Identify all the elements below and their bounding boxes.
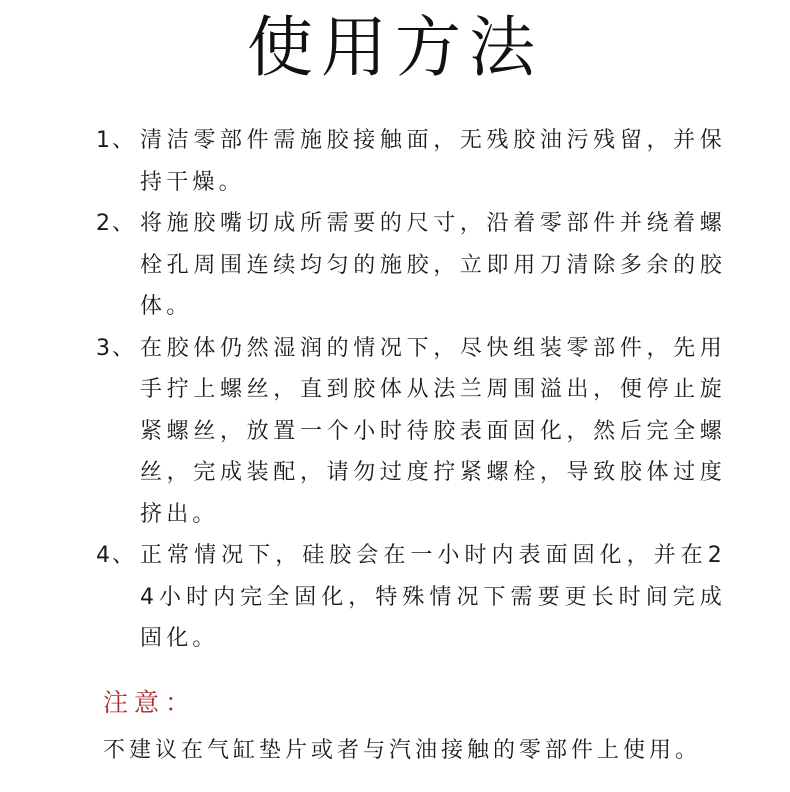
- page-title: 使用方法: [247, 9, 543, 86]
- instruction-step-1: [96, 120, 726, 203]
- instruction-step-2: [96, 203, 726, 328]
- step-text: 在胶体仍然湿润的情况下，尽快组装零部件，先用手拧上螺丝，直到胶体从法兰周围溢出，便停止旋紧螺丝，放置一个小时待胶表面固化，然后完全螺丝，完成装配，请勿过度拧紧螺栓，导致胶体过度挤出。: [140, 335, 726, 527]
- instruction-step-4: [96, 535, 726, 660]
- step-text: 清洁零部件需施胶接触面，无残胶油污残留，并保持干燥。: [140, 128, 726, 195]
- instruction-list: [96, 120, 726, 660]
- note-text: 不建议在气缸垫片或者与汽油接触的零部件上使用。: [103, 738, 702, 763]
- note-title: 注意：: [103, 688, 197, 717]
- step-number: 3、: [96, 335, 136, 361]
- instruction-step-3: [96, 328, 726, 536]
- step-number: 1、: [96, 128, 136, 153]
- step-text: 将施胶嘴切成所需要的尺寸，沿着零部件并绕着螺栓孔周围连续均匀的施胶，立即用刀清除多余的胶体。: [140, 211, 726, 319]
- step-text: 正常情况下，硅胶会在一小时内表面固化，并在24小时内完全固化，特殊情况下需要更长时间完成固化。: [140, 543, 726, 651]
- step-number: 4、: [96, 543, 136, 568]
- step-number: 2、: [96, 211, 136, 236]
